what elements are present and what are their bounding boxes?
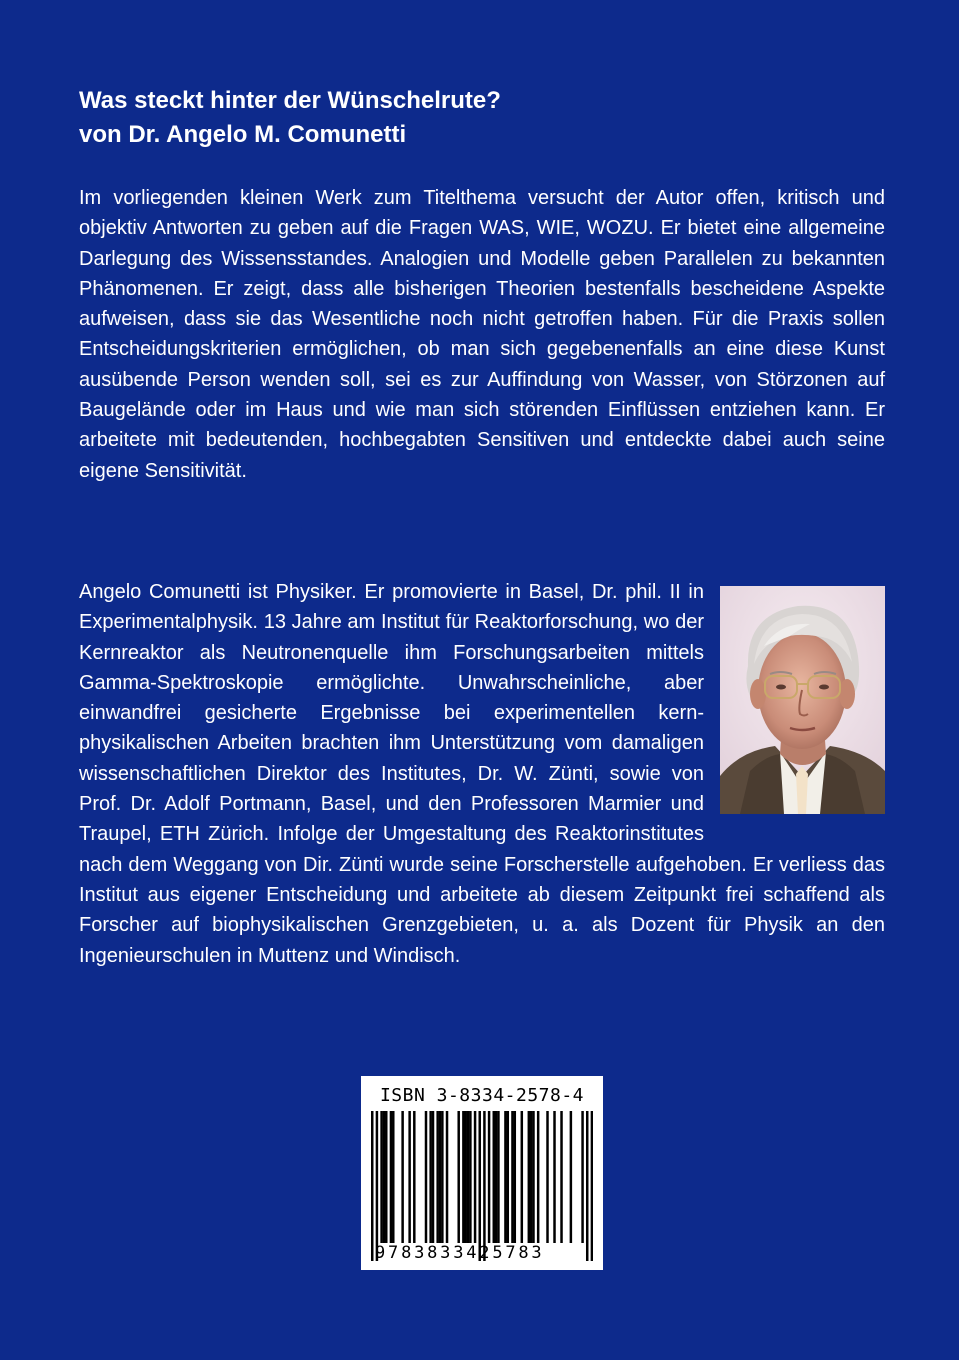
barcode-bar (497, 1111, 499, 1243)
barcode-bar (457, 1111, 459, 1243)
barcode-bar (469, 1111, 471, 1243)
barcode-bars (371, 1111, 593, 1261)
barcode-bar (392, 1111, 394, 1243)
barcode-bar (474, 1111, 476, 1243)
author-bio-section (79, 577, 885, 971)
isbn-label: ISBN 3-8334-2578-4 (379, 1085, 585, 1106)
barcode-bar (493, 1111, 495, 1243)
book-author: von Dr. Angelo M. Comunetti (79, 121, 407, 148)
barcode-bar (425, 1111, 427, 1243)
barcode-bar (507, 1111, 509, 1243)
author-bio-text: Angelo Comunetti ist Physiker. Er promovierte in Basel, Dr. phil. II in Experimentalphysik. 13 Jahre am Institut für Reaktorforschung, wo der Kernreaktor als Neutronenquelle ihm Forschungsarbeiten mittels Gamma-Spektroskopie ermöglichte. Unwahrscheinliche, aber einwandfrei gesicherte Ergebnisse bei experimentellen kernphysikalischen Arbeiten brachten ihm Unterstützung vom damaligen wissenschaftlichen Direktor des Institutes, Dr. W. Zünti, sowie von Prof. Dr. Adolf Portmann, Basel, und den Professoren Marmier und Traupel, ETH Zürich. Infolge der Umgestaltung des Reaktorinstitutes nach dem Weggang von Dir. Zünti wurde seine Forscherstelle aufgehoben. Er verliess das Institut aus eigener Entscheidung und arbeitete ab diesem Zeitpunkt frei schaffend als Forscher auf biophysikalischen Grenzgebieten, u. a. als Dozent für Physik an den Ingenieurschulen in Muttenz und Windisch. (79, 581, 885, 967)
barcode-bar (514, 1111, 516, 1243)
barcode-bar (504, 1111, 506, 1243)
barcode-bar (464, 1111, 466, 1243)
barcode-bar (408, 1111, 410, 1243)
barcode-bar (521, 1111, 523, 1243)
barcode-bar (546, 1111, 548, 1243)
barcode-bar (570, 1111, 572, 1243)
barcode-bar (429, 1111, 431, 1243)
book-title-block (79, 84, 885, 152)
barcode-bar (530, 1111, 532, 1243)
barcode-bar (446, 1111, 448, 1243)
barcode-bar (385, 1111, 387, 1243)
barcode-bar (401, 1111, 403, 1243)
barcode-bar (495, 1111, 497, 1243)
isbn-barcode (361, 1076, 603, 1270)
barcode-bar (528, 1111, 530, 1243)
barcode-bar (436, 1111, 438, 1243)
barcode-bar (488, 1111, 490, 1243)
barcode-bar (586, 1111, 588, 1261)
barcode-bar (467, 1111, 469, 1243)
barcode-bar (532, 1111, 534, 1243)
barcode-bar (432, 1111, 434, 1243)
barcode-bar (581, 1111, 583, 1243)
barcode-bar (413, 1111, 415, 1243)
book-title: Was steckt hinter der Wünschelrute? (79, 87, 501, 114)
barcode-bar (483, 1111, 485, 1261)
barcode-bar (537, 1111, 539, 1243)
barcode-bar (441, 1111, 443, 1243)
barcode-bar (390, 1111, 392, 1243)
barcode-bar (380, 1111, 382, 1243)
barcode-bar (553, 1111, 555, 1243)
barcode-bar (511, 1111, 513, 1243)
ean-number: 9783833425783 (375, 1243, 545, 1263)
barcode-bar (439, 1111, 441, 1243)
barcode-bar (462, 1111, 464, 1243)
author-portrait (720, 586, 885, 814)
barcode-bar (478, 1111, 480, 1261)
barcode-bar (376, 1111, 378, 1261)
barcode-bar (383, 1111, 385, 1243)
intro-paragraph: Im vorliegenden kleinen Werk zum Titelthema versucht der Autor offen, kritisch und objektiv Antworten zu geben auf die Fragen WAS, WIE, WOZU. Er bietet eine allgemeine Darlegung des Wissensstandes. Analogien und Modelle geben Parallelen zu bekannten Phänomenen. Er zeigt, dass alle bisherigen Theorien bestenfalls bescheidene Aspekte aufweisen, dass sie das Wesentliche noch nicht getroffen haben. Für die Praxis sollen Entscheidungskriterien ermöglichen, ob man sich gegebenenfalls an eine diese Kunst ausübende Person wenden soll, sei es zur Auffindung von Wasser, von Störzonen auf Baugelände oder im Haus und wie man sich störenden Einflüssen entziehen kann. Er arbeitete mit bedeutenden, hochbegabten Sensitiven und entdeckte dabei auch seine eigene Sensitivität. (79, 187, 885, 482)
barcode-bar (591, 1111, 593, 1261)
barcode-bar (560, 1111, 562, 1243)
barcode-bar (371, 1111, 373, 1261)
